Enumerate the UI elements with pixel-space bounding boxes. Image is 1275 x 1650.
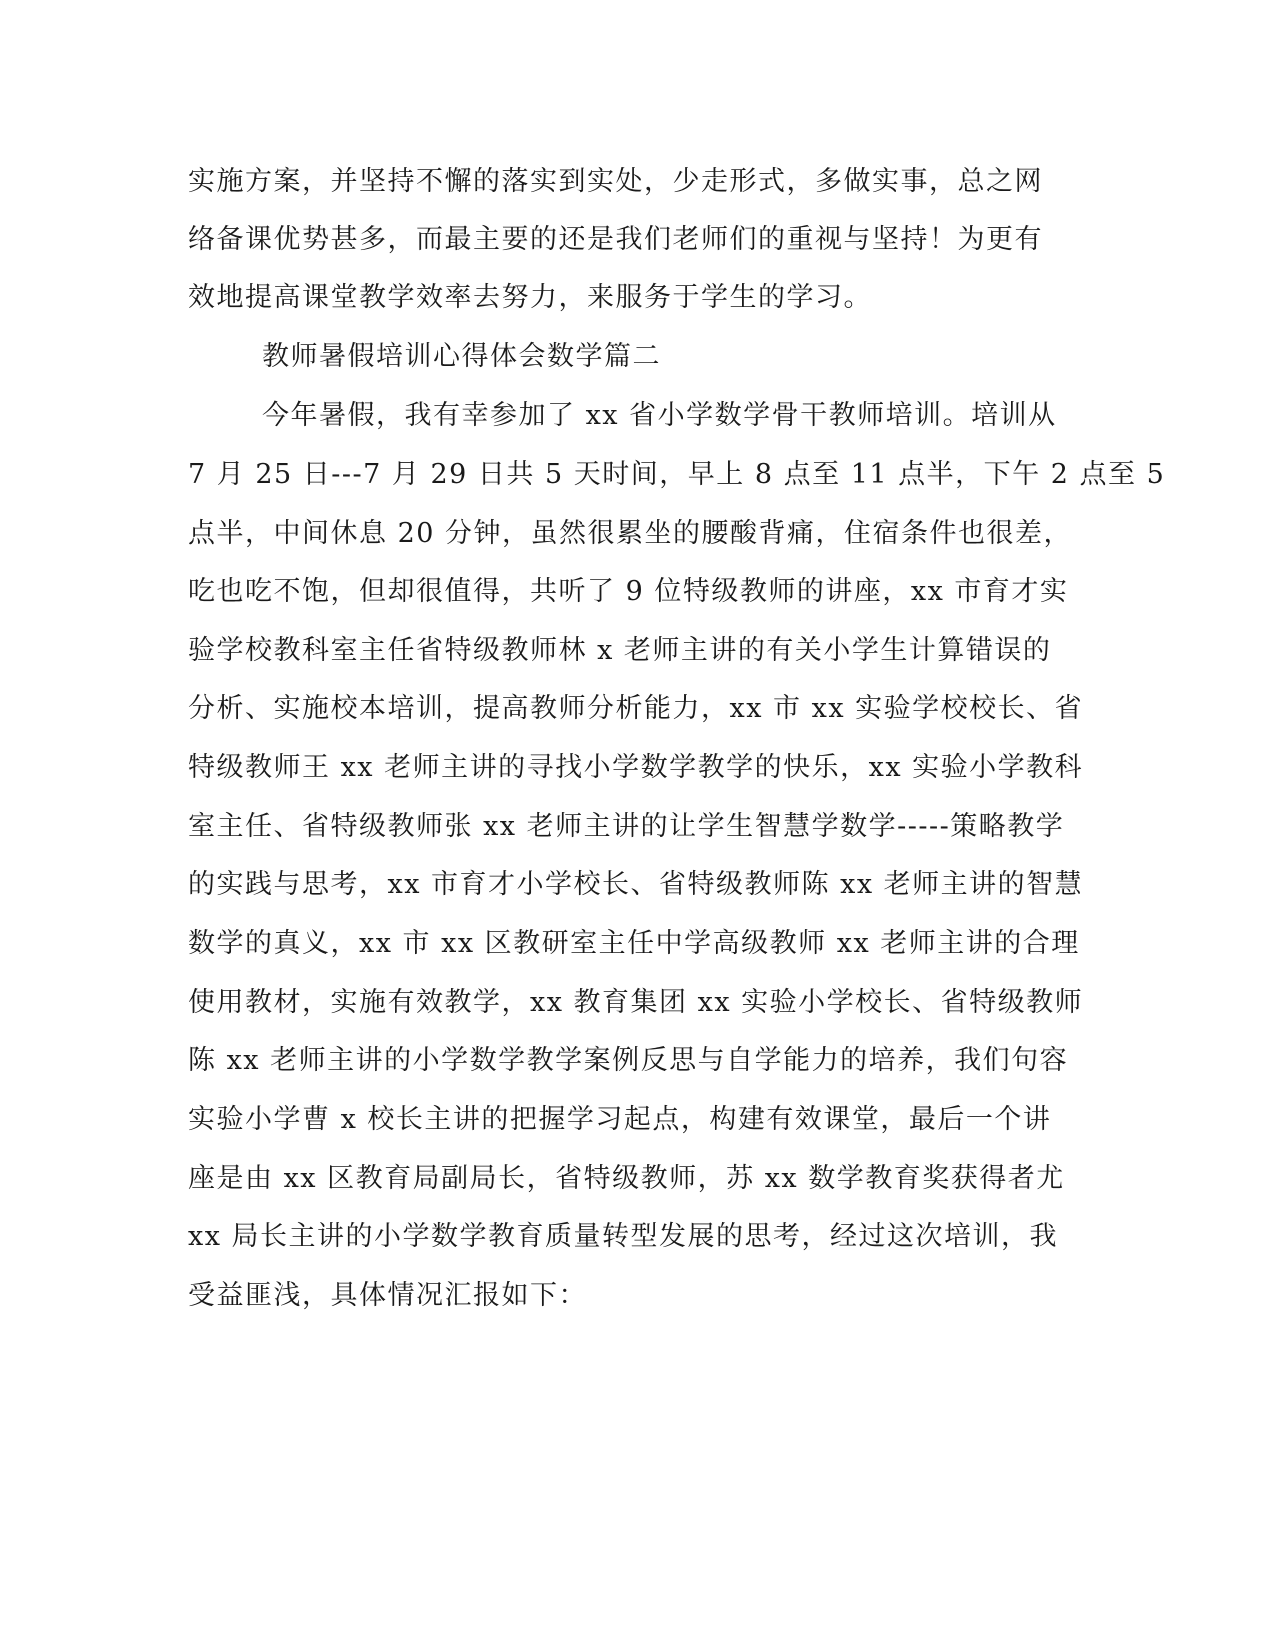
- body-text-line: 点半，中间休息 20 分钟，虽然很累坐的腰酸背痛，住宿条件也很差，: [188, 518, 1073, 549]
- body-text-line: 的实践与思考，xx 市育才小学校长、省特级教师陈 xx 老师主讲的智慧: [188, 869, 1084, 900]
- body-text-line: 7 月 25 日---7 月 29 日共 5 天时间，早上 8 点至 11 点半，下午 2 点至 5: [188, 459, 1166, 490]
- body-text-line: 受益匪浅，具体情况汇报如下：: [188, 1280, 587, 1311]
- body-text-line: 特级教师王 xx 老师主讲的寻找小学数学教学的快乐，xx 实验小学教科: [188, 752, 1084, 783]
- body-text-line: 室主任、省特级教师张 xx 老师主讲的让学生智慧学数学-----策略教学: [188, 811, 1065, 842]
- body-text-line: 实验小学曹 x 校长主讲的把握学习起点，构建有效课堂，最后一个讲: [188, 1104, 1052, 1135]
- body-text-line: 实施方案，并坚持不懈的落实到实处，少走形式，多做实事，总之网: [188, 166, 1043, 197]
- paragraph-first-line: 今年暑假，我有幸参加了 xx 省小学数学骨干教师培训。培训从: [262, 400, 1057, 431]
- body-text-line: 陈 xx 老师主讲的小学数学教学案例反思与自学能力的培养，我们句容: [188, 1045, 1069, 1076]
- body-text-line: 络备课优势甚多，而最主要的还是我们老师们的重视与坚持！为更有: [188, 224, 1043, 255]
- body-text-line: 验学校教科室主任省特级教师林 x 老师主讲的有关小学生计算错误的: [188, 635, 1052, 666]
- section-heading: 教师暑假培训心得体会数学篇二: [262, 341, 661, 372]
- body-text-line: 座是由 xx 区教育局副局长，省特级教师，苏 xx 数学教育奖获得者尤: [188, 1163, 1065, 1194]
- body-text-line: 使用教材，实施有效教学，xx 教育集团 xx 实验小学校长、省特级教师: [188, 987, 1084, 1018]
- body-text-line: 数学的真义，xx 市 xx 区教研室主任中学高级教师 xx 老师主讲的合理: [188, 928, 1080, 959]
- body-text-line: 吃也吃不饱，但却很值得，共听了 9 位特级教师的讲座，xx 市育才实: [188, 576, 1069, 607]
- body-text-line: xx 局长主讲的小学数学教育质量转型发展的思考，经过这次培训，我: [188, 1221, 1059, 1252]
- body-text-line: 分析、实施校本培训，提高教师分析能力，xx 市 xx 实验学校校长、省: [188, 693, 1084, 724]
- body-text-line: 效地提高课堂教学效率去努力，来服务于学生的学习。: [188, 282, 872, 313]
